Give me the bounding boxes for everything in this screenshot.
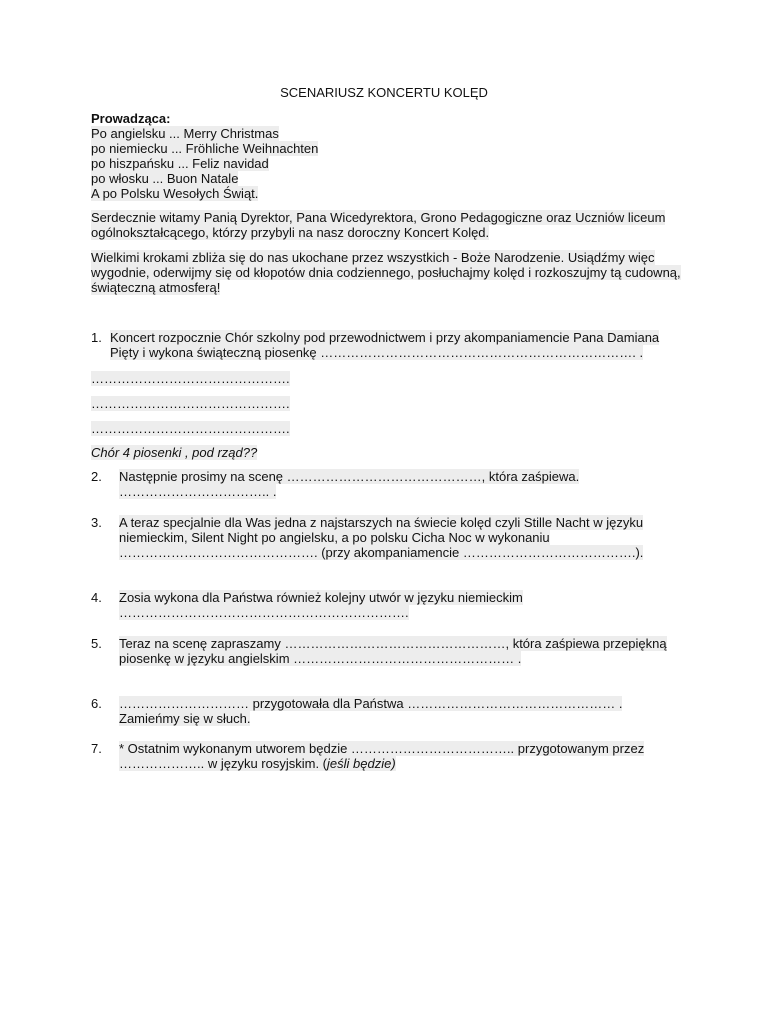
greeting-german: po niemiecku ... Fröhliche Weihnachten (91, 141, 319, 156)
program-item-5 (91, 636, 691, 666)
host-greetings (91, 111, 691, 201)
item-number: 4. (91, 590, 102, 605)
item-number: 2. (91, 469, 102, 484)
item3-line-3: ………………………………………. (przy akompaniamencie ………………………………….). (119, 545, 644, 560)
item-number: 5. (91, 636, 102, 651)
item7-line-2: ……………….. w języku rosyjskim. (jeśli będzie) (119, 756, 396, 771)
greeting-english: Po angielsku ... Merry Christmas (91, 126, 279, 141)
program-item-1 (91, 330, 711, 360)
host-heading: Prowadząca: (91, 111, 171, 126)
program-item-2 (91, 469, 691, 499)
blank-line-3: ………………………………………. (91, 421, 290, 436)
greeting-spanish: po hiszpańsku ... Feliz navidad (91, 156, 269, 171)
item-number: 1. (91, 330, 102, 345)
greeting-polish: A po Polsku Wesołych Świąt. (91, 186, 259, 201)
program-item-7 (91, 741, 691, 771)
intro-line-1: Wielkimi krokami zbliża się do nas ukochane przez wszystkich - Boże Narodzenie. Usiądźmy więc (91, 250, 655, 265)
item-number: 3. (91, 515, 102, 530)
title-text: SCENARIUSZ KONCERTU KOLĘD (280, 85, 488, 100)
intro-paragraph (91, 250, 691, 295)
program-item-4 (91, 590, 691, 620)
program-item-6 (91, 696, 691, 726)
item-number: 7. (91, 741, 102, 756)
item6-line-2: Zamieńmy się w słuch. (119, 711, 251, 726)
item4-line-1: Zosia wykona dla Państwa również kolejny utwór w języku niemieckim (119, 590, 523, 605)
welcome-line-2: ogólnokształcącego, którzy przybyli na nasz doroczny Koncert Kolęd. (91, 225, 490, 240)
welcome-paragraph (91, 210, 691, 240)
page-title (0, 85, 768, 100)
item3-line-2: niemieckim, Silent Night po angielsku, a po polsku Cicha Noc w wykonaniu (119, 530, 550, 545)
item7-conditional-note: jeśli będzie) (327, 756, 396, 771)
item-number: 6. (91, 696, 102, 711)
item7-line-1: * Ostatnim wykonanym utworem będzie ……………………………….. przygotowanym przez (119, 741, 645, 756)
item4-line-2: …………………………………………………………. (119, 605, 409, 620)
item3-line-1: A teraz specjalnie dla Was jedna z najstarszych na świecie kolęd czyli Stille Nacht w języku (119, 515, 644, 530)
program-item-3 (91, 515, 691, 560)
item2-line-2: …………………………….. . (119, 484, 277, 499)
blank-line-2: ………………………………………. (91, 396, 290, 411)
item2-line-1: Następnie prosimy na scenę ………………………………………, która zaśpiewa. (119, 469, 580, 484)
item5-line-1: Teraz na scenę zapraszamy ……………………………………………, która zaśpiewa przepiękną (119, 636, 667, 651)
item6-line-1: ………………………… przygotowała dla Państwa ………………………………………… . (119, 696, 623, 711)
greeting-italian: po włosku ... Buon Natale (91, 171, 239, 186)
choir-note: Chór 4 piosenki , pod rząd?? (91, 445, 258, 460)
item1-line-1: Koncert rozpocznie Chór szkolny pod przewodnictwem i przy akompaniamencie Pana Damiana (110, 330, 660, 345)
intro-line-3: świąteczną atmosferą! (91, 280, 221, 295)
blank-line-1: ………………………………………. (91, 371, 290, 386)
welcome-line-1: Serdecznie witamy Panią Dyrektor, Pana Wicedyrektora, Grono Pedagogiczne oraz Uczniów liceum (91, 210, 666, 225)
intro-line-2: wygodnie, oderwijmy się od kłopotów dnia codziennego, posłuchajmy kolęd i rozkoszujmy tą cudowną, (91, 265, 681, 280)
item1-line-2: Pięty i wykona świąteczną piosenkę ………………………………………………………………. . (110, 345, 644, 360)
item5-line-2: piosenkę w języku angielskim …………………………………………… . (119, 651, 522, 666)
